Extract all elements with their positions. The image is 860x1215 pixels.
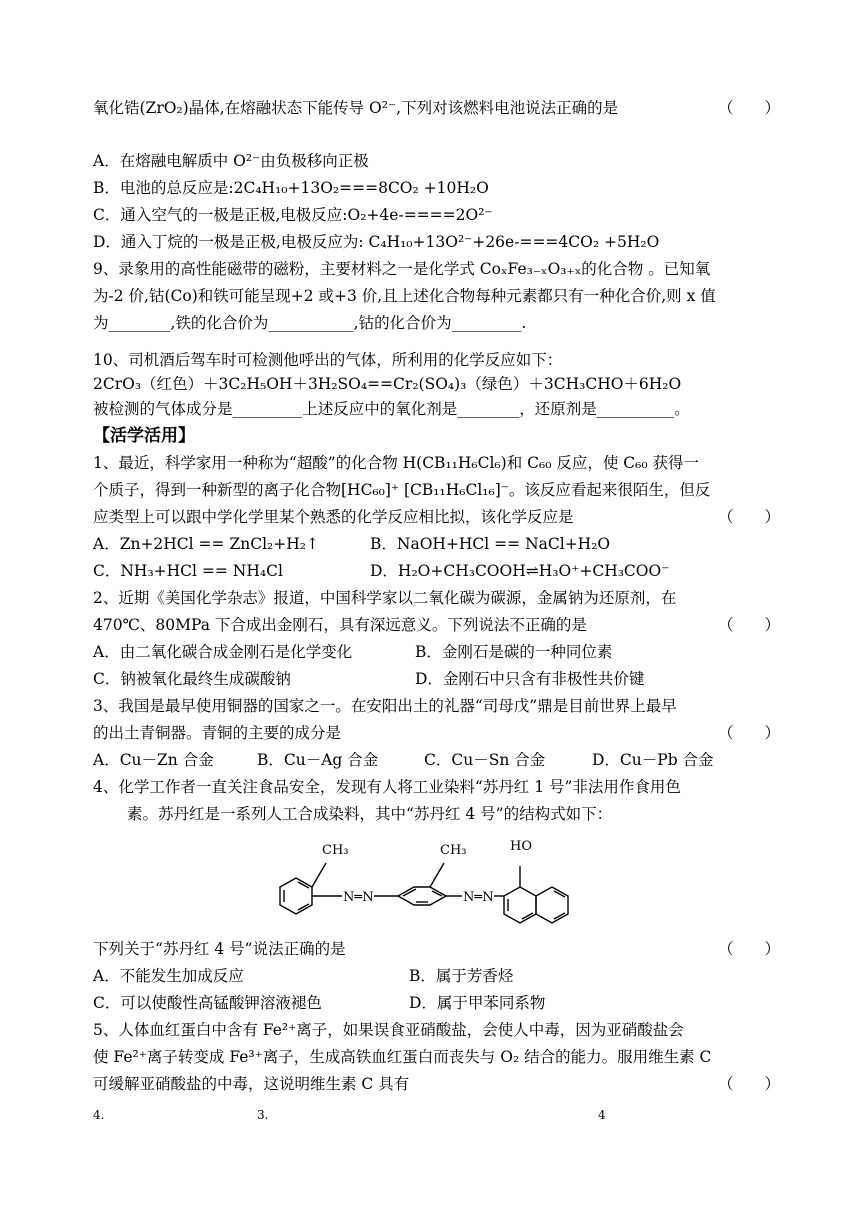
option-b: B．金刚石是碳的一种同位素	[415, 643, 613, 661]
question-10-line-1: 10、司机酒后驾车时可检测他呼出的气体，所利用的化学反应如下：	[93, 351, 563, 369]
practice-4-line-3	[93, 939, 780, 959]
answer-paren: （ ）	[717, 508, 780, 526]
practice-4-line-1: 4、化学工作者一直关注食品安全，发现有人将工业染料“苏丹红 1 号”非法用作食用色	[93, 778, 681, 796]
option-d: D．Cu－Pb 合金	[592, 751, 714, 769]
practice-1-line-2: 个质子，得到一种新型的离子化合物[HC₆₀]⁺ [CB₁₁H₆Cl₁₆]⁻。该反应看起来很陌生，但反	[93, 481, 711, 499]
option-c: C．Cu－Sn 合金	[424, 751, 546, 769]
option-d: D．属于甲苯同系物	[409, 994, 546, 1012]
practice-3-line-2	[93, 723, 780, 743]
practice-1-options-ab	[93, 534, 610, 554]
section-heading: 【活学活用】	[93, 426, 195, 446]
text-line: 应类型上可以跟中学化学里某个熟悉的化学反应相比拟，该化学反应是	[93, 508, 574, 526]
text-line: 可缓解亚硝酸盐的中毒，这说明维生素 C 具有	[93, 1075, 410, 1093]
footer-mark-1: 4.	[93, 1108, 105, 1122]
practice-3-options	[93, 750, 714, 770]
hydroxyl-label: HO	[510, 839, 532, 854]
practice-5-line-2: 使 Fe²⁺离子转变成 Fe³⁺离子，生成高铁血红蛋白而丧失与 O₂ 结合的能力。服用维生素 C	[93, 1048, 712, 1066]
methyl-label-1: CH₃	[322, 843, 349, 858]
question-10-line-2: 2CrO₃（红色）＋3C₂H₅OH＋3H₂SO₄==Cr₂(SO₄)₃（绿色）＋3CH₃CHO＋6H₂O	[93, 375, 682, 393]
option-d: D．通入丁烷的一极是正极,电极反应为: C₄H₁₀+13O²⁻+26e-===4CO₂ +5H₂O	[93, 233, 660, 251]
question-10-line-3: 被检测的气体成分是_________上述反应中的氧化剂是________，还原剂是__________。	[93, 400, 690, 418]
option-a: A．不能发生加成反应	[93, 967, 244, 985]
text-line: 氧化锆(ZrO₂)晶体,在熔融状态下能传导 O²⁻,下列对该燃料电池说法正确的是	[93, 99, 619, 117]
practice-5-line-1: 5、人体血红蛋白中含有 Fe²⁺离子，如果误食亚硝酸盐，会使人中毒，因为亚硝酸盐会	[93, 1021, 684, 1039]
answer-paren: （ ）	[717, 940, 780, 958]
sudan-red-4-structure	[272, 830, 592, 936]
practice-1-line-3	[93, 507, 780, 527]
text-line: 的出土青铜器。青铜的主要的成分是	[93, 724, 342, 742]
question-9-line-1: 9、录象用的高性能磁带的磁粉，主要材料之一是化学式 CoₓFe₃₋ₓO₃₊ₓ的化合物 。已知氧	[93, 260, 711, 278]
option-c: C．可以使酸性高锰酸钾溶液褪色	[93, 994, 322, 1012]
practice-2-options-ab	[93, 642, 612, 662]
azo-label-2: N═N	[463, 890, 494, 905]
option-b: B．属于芳香烃	[409, 967, 514, 985]
option-d: D．金刚石中只含有非极性共价键	[415, 670, 645, 688]
practice-4-options-ab	[93, 966, 513, 986]
answer-paren: （ ）	[717, 616, 780, 634]
footer-mark-3: 4	[598, 1108, 606, 1122]
practice-2-line-2	[93, 615, 780, 635]
answer-paren: （ ）	[717, 724, 780, 742]
option-b: B．NaOH+HCl == NaCl+H₂O	[370, 535, 611, 553]
practice-4-options-cd	[93, 993, 545, 1013]
methyl-label-2: CH₃	[440, 843, 467, 858]
practice-1-options-cd	[93, 561, 669, 581]
text-line: 下列关于“苏丹红 4 号”说法正确的是	[93, 940, 346, 958]
option-a: A．在熔融电解质中 O²⁻由负极移向正极	[93, 152, 369, 170]
option-a: A．Cu－Zn 合金	[93, 751, 214, 769]
option-c: C．通入空气的一极是正极,电极反应:O₂+4e-====2O²⁻	[93, 206, 493, 224]
question-1-stem-tail	[93, 98, 780, 118]
practice-1-line-1: 1、最近，科学家用一种称为“超酸”的化合物 H(CB₁₁H₆Cl₆)和 C₆₀ 反应，使 C₆₀ 获得一	[93, 454, 699, 472]
question-9-line-3: 为________,铁的化合价为___________,钴的化合价为_________.	[93, 314, 527, 332]
question-9-line-2: 为-2 价,钴(Co)和铁可能呈现+2 或+3 价,且上述化合物每种元素都只有一种化合价,则 x 值	[93, 287, 716, 305]
answer-paren: （ ）	[717, 1075, 780, 1093]
footer-mark-2: 3.	[257, 1108, 269, 1122]
azo-label-1: N═N	[343, 890, 374, 905]
practice-3-line-1: 3、我国是最早使用铜器的国家之一。在安阳出土的礼器“司母戊”鼎是目前世界上最早	[93, 697, 677, 715]
option-b: B．Cu－Ag 合金	[257, 751, 379, 769]
practice-4-line-2: 素。苏丹红是一系列人工合成染料，其中“苏丹红 4 号”的结构式如下：	[127, 805, 613, 823]
option-a: A．由二氧化碳合成金刚石是化学变化	[93, 643, 353, 661]
practice-5-line-3	[93, 1074, 780, 1094]
option-a: A．Zn+2HCl == ZnCl₂+H₂↑	[93, 535, 319, 553]
option-c: C．NH₃+HCl == NH₄Cl	[93, 562, 283, 580]
option-d: D．H₂O+CH₃COOH⇌H₃O⁺+CH₃COO⁻	[370, 562, 670, 580]
option-c: C．钠被氧化最终生成碳酸钠	[93, 670, 291, 688]
practice-2-line-1: 2、近期《美国化学杂志》报道，中国科学家以二氧化碳为碳源，金属钠为还原剂，在	[93, 589, 677, 607]
text-line: 470℃、80MPa 下合成出金刚石，具有深远意义。下列说法不正确的是	[93, 616, 587, 634]
option-b: B．电池的总反应是:2C₄H₁₀+13O₂===8CO₂ +10H₂O	[93, 179, 489, 197]
answer-paren: （ ）	[717, 99, 780, 117]
practice-2-options-cd	[93, 669, 644, 689]
